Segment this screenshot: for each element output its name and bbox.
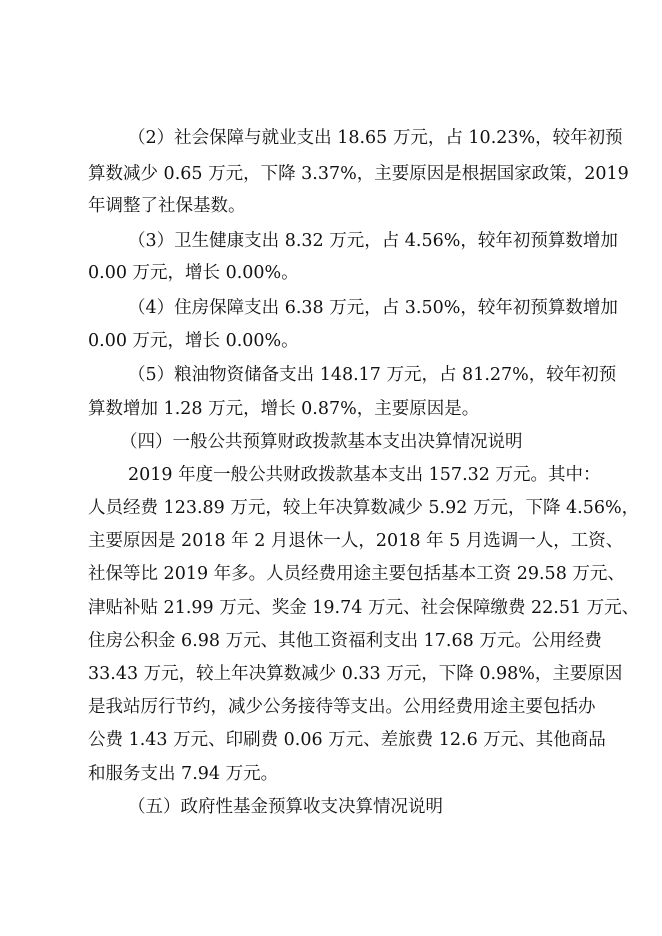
- section-heading: （四）一般公共预算财政拨款基本支出决算情况说明: [120, 432, 523, 452]
- text-line: 主要原因是 2018 年 2 月退休一人，2018 年 5 月选调一人，工资、: [88, 531, 624, 551]
- text-line: 是我站厉行节约，减少公务接待等支出。公用经费用途主要包括办: [88, 697, 596, 717]
- text-line: 33.43 万元，较上年决算数减少 0.33 万元，下降 0.98%，主要原因: [88, 664, 623, 684]
- text-line: 公费 1.43 万元、印刷费 0.06 万元、差旅费 12.6 万元、其他商品: [88, 730, 606, 750]
- text-line: （5）粮油物资储备支出 148.17 万元，占 81.27%，较年初预: [128, 365, 617, 385]
- text-line: 0.00 万元，增长 0.00%。: [88, 263, 299, 283]
- text-line: 津贴补贴 21.99 万元、奖金 19.74 万元、社会保障缴费 22.51 万元、: [88, 598, 640, 618]
- text-line: 和服务支出 7.94 万元。: [88, 764, 279, 784]
- text-line: 算数减少 0.65 万元，下降 3.37%，主要原因是根据国家政策，2019: [88, 164, 629, 184]
- text-line: 社保等比 2019 年多。人员经费用途主要包括基本工资 29.58 万元、: [88, 564, 625, 584]
- text-line: （2）社会保障与就业支出 18.65 万元，占 10.23%，较年初预: [128, 128, 623, 148]
- text-line: 人员经费 123.89 万元，较上年决算数减少 5.92 万元，下降 4.56%，: [88, 498, 640, 518]
- text-line: （3）卫生健康支出 8.32 万元，占 4.56%，较年初预算数增加: [128, 231, 618, 251]
- text-line: 2019 年度一般公共财政拨款基本支出 157.32 万元。其中：: [128, 465, 601, 485]
- text-line: 算数增加 1.28 万元，增长 0.87%，主要原因是。: [88, 399, 480, 419]
- text-line: 年调整了社保基数。: [88, 196, 246, 216]
- text-line: 0.00 万元，增长 0.00%。: [88, 331, 299, 351]
- text-line: 住房公积金 6.98 万元、其他工资福利支出 17.68 万元。公用经费: [88, 631, 602, 651]
- text-line: （4）住房保障支出 6.38 万元，占 3.50%，较年初预算数增加: [128, 298, 618, 318]
- section-heading: （五）政府性基金预算收支决算情况说明: [128, 797, 443, 817]
